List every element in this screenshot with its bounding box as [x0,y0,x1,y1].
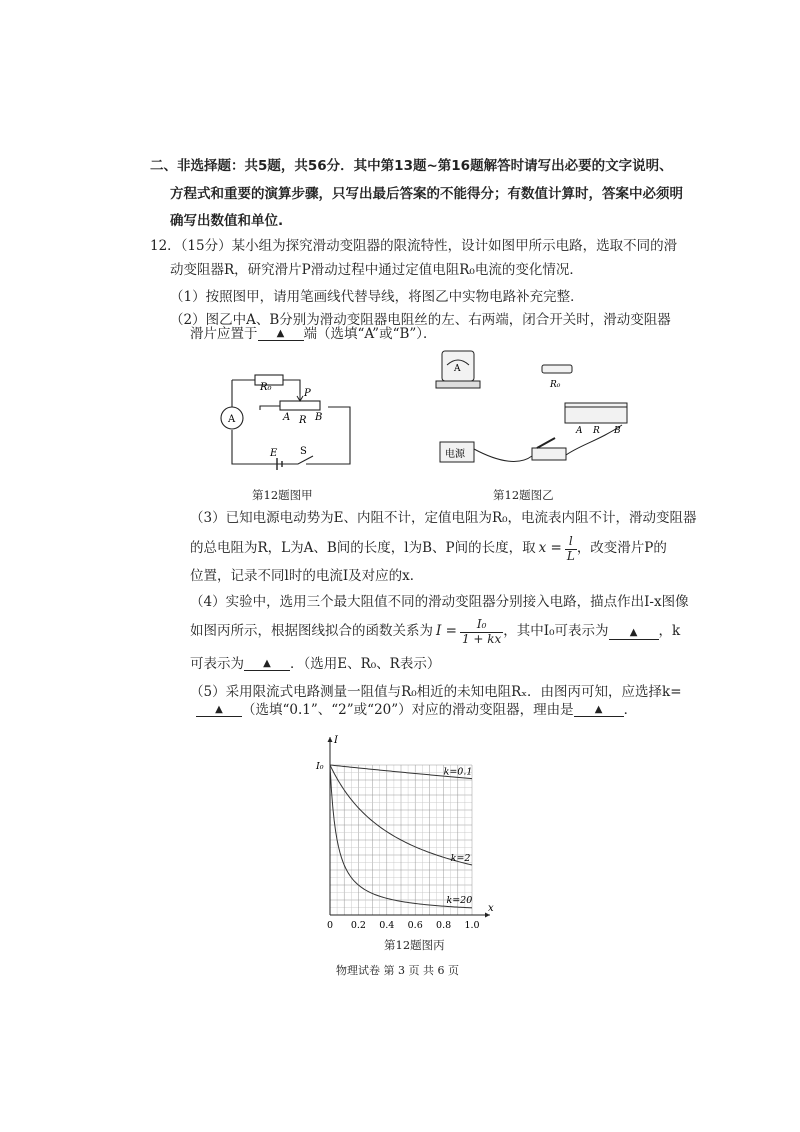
figure-c-caption: 第12题图丙 [384,938,445,952]
q12-intro-line-2: 动变阻器R，研究滑片P滑动过程中通过定值电阻R₀电流的变化情况． [170,262,583,278]
label-e: E [270,448,278,459]
device-label-a: A [576,426,583,436]
series-label: k=20 [446,894,473,906]
rheostat-r [280,401,320,410]
device-label-r0: R₀ [550,380,561,390]
label-s: S [300,446,307,457]
y-intercept-label: I₀ [316,761,324,772]
q12-part5-line-2 [196,702,637,717]
wire-source-switch [474,449,532,461]
fraction-l-over-L [565,535,577,562]
series-label: k=2 [450,853,471,864]
section-header-line-1: 二、非选择题：共5题，共56分．其中第13题~第16题解答时请写出必要的文字说明、 [150,158,673,174]
answer-blank-reason[interactable] [574,702,624,717]
q12-part4-line-2 [190,614,680,650]
q12-part2-line-2 [190,326,437,341]
answer-blank-i0[interactable] [609,625,659,640]
label-b: B [315,412,323,423]
series-label: k=0.1 [443,766,473,778]
fraction-denominator-L: L [566,548,575,563]
apparatus-figure-b [430,345,630,475]
section-header-line-2: 方程式和重要的演算步骤，只写出最后答案的不能得分；有数值计算时，答案中必须明 [170,186,683,202]
blank-triangle-icon: ▲ [263,658,271,669]
q12-part4-middle: ，其中I₀可表示为 [503,623,609,640]
q12-part4-prefix: 如图丙所示，根据图线拟合的函数关系为 [190,623,433,640]
q12-part3-prefix: 的总电阻为R，L为A、B间的长度，l为B、P间的长度，取 [190,540,536,557]
q12-part4-line-1: （4）实验中，选用三个最大阻值不同的滑动变阻器分别接入电路，描点作出I-x图像 [190,594,689,610]
q12-part2-prefix: 滑片应置于 [190,325,258,342]
ammeter-device-label: A [454,364,461,374]
blank-triangle-icon: ▲ [629,626,638,638]
label-r0: R₀ [260,382,272,393]
blank-triangle-icon: ▲ [276,328,285,339]
x-axis-label: x [488,903,494,914]
label-r: R [299,415,307,426]
fraction-numerator-l: l [565,535,577,549]
fraction-denominator-1-plus-kx: 1 + kx [461,631,502,646]
q12-part3-line-2 [190,532,667,566]
switch-device-icon [532,448,566,460]
x-tick-label: 0.2 [350,920,366,931]
q12-part5-end: ． [623,701,638,718]
fraction-numerator-i0: I₀ [460,618,503,632]
ix-chart-figure-c [310,725,500,935]
slider-arrow-icon [297,394,303,401]
device-label-r: R [593,426,600,436]
q12-part5-line-1: （5）采用限流式电路测量一阻值与R₀相近的未知电阻Rₓ．由图丙可知，应选择k= [190,684,682,700]
q12-part4-k-suffix: ．（选用E、R₀、R表示） [290,655,441,672]
x-tick-label: 0.4 [379,920,395,931]
circuit-diagram-figure-a [220,352,360,487]
x-tick-label: 1.0 [464,920,480,931]
device-label-b: B [614,426,621,436]
q12-part4-k-prefix: 可表示为 [190,655,244,672]
q12-part3-line-1: （3）已知电源电动势为E、内阻不计，定值电阻为R₀，电流表内阻不计，滑动变阻器 [190,510,697,526]
y-axis-arrow-icon [328,737,333,742]
fraction-i0-over-1-plus-kx [460,618,503,645]
answer-blank-k-choice[interactable] [196,702,242,717]
circuit-wires [232,380,350,464]
figure-b-caption: 第12题图乙 [493,488,554,502]
label-a: A [283,412,291,423]
q12-part2-line-1: （2）图乙中A、B分别为滑动变阻器电阻丝的左、右两端，闭合开关时，滑动变阻器 [170,312,671,328]
x-tick-label: 0.6 [407,920,423,931]
q12-part1: （1）按照图甲，请用笔画线代替导线，将图乙中实物电路补充完整． [170,289,584,305]
q12-intro-line-1: 12．（15分）某小组为探究滑动变阻器的限流特性，设计如图甲所示电路，选取不同的滑 [150,238,678,254]
figure-a-caption: 第12题图甲 [252,488,313,502]
formula-i-equals: I = [436,623,457,640]
label-ammeter: A [228,414,236,425]
q12-part3-line-3: 位置，记录不同l时的电流I及对应的x． [190,568,424,584]
q12-part2-suffix: 端（选填“A”或“B”）． [303,325,437,342]
q12-part3-suffix: ，改变滑片P的 [576,540,667,557]
q12-part4-line-3 [190,656,440,671]
power-source-label: 电源 [445,449,465,460]
page-footer: 物理试卷 第 3 页 共 6 页 [336,964,459,977]
answer-blank-part2[interactable] [258,326,304,341]
blank-triangle-icon: ▲ [594,704,603,715]
section-header-line-3: 确写出数值和单位. [170,213,284,229]
label-p: P [304,388,311,399]
answer-blank-k[interactable] [244,656,290,671]
q12-part5-middle: （选填“0.1”、“2”或“20”）对应的滑动变阻器，理由是 [242,701,574,718]
x-tick-label: 0 [326,920,334,931]
resistor-r0-device-icon [542,365,572,373]
rheostat-device-icon [565,403,627,423]
y-axis-label: I [334,735,338,746]
q12-part4-suffix: ，k [658,623,681,640]
formula-x-equals: x = [538,540,562,557]
chart-axes [328,737,491,918]
x-tick-label: 0.8 [436,920,452,931]
blank-triangle-icon: ▲ [215,704,223,715]
